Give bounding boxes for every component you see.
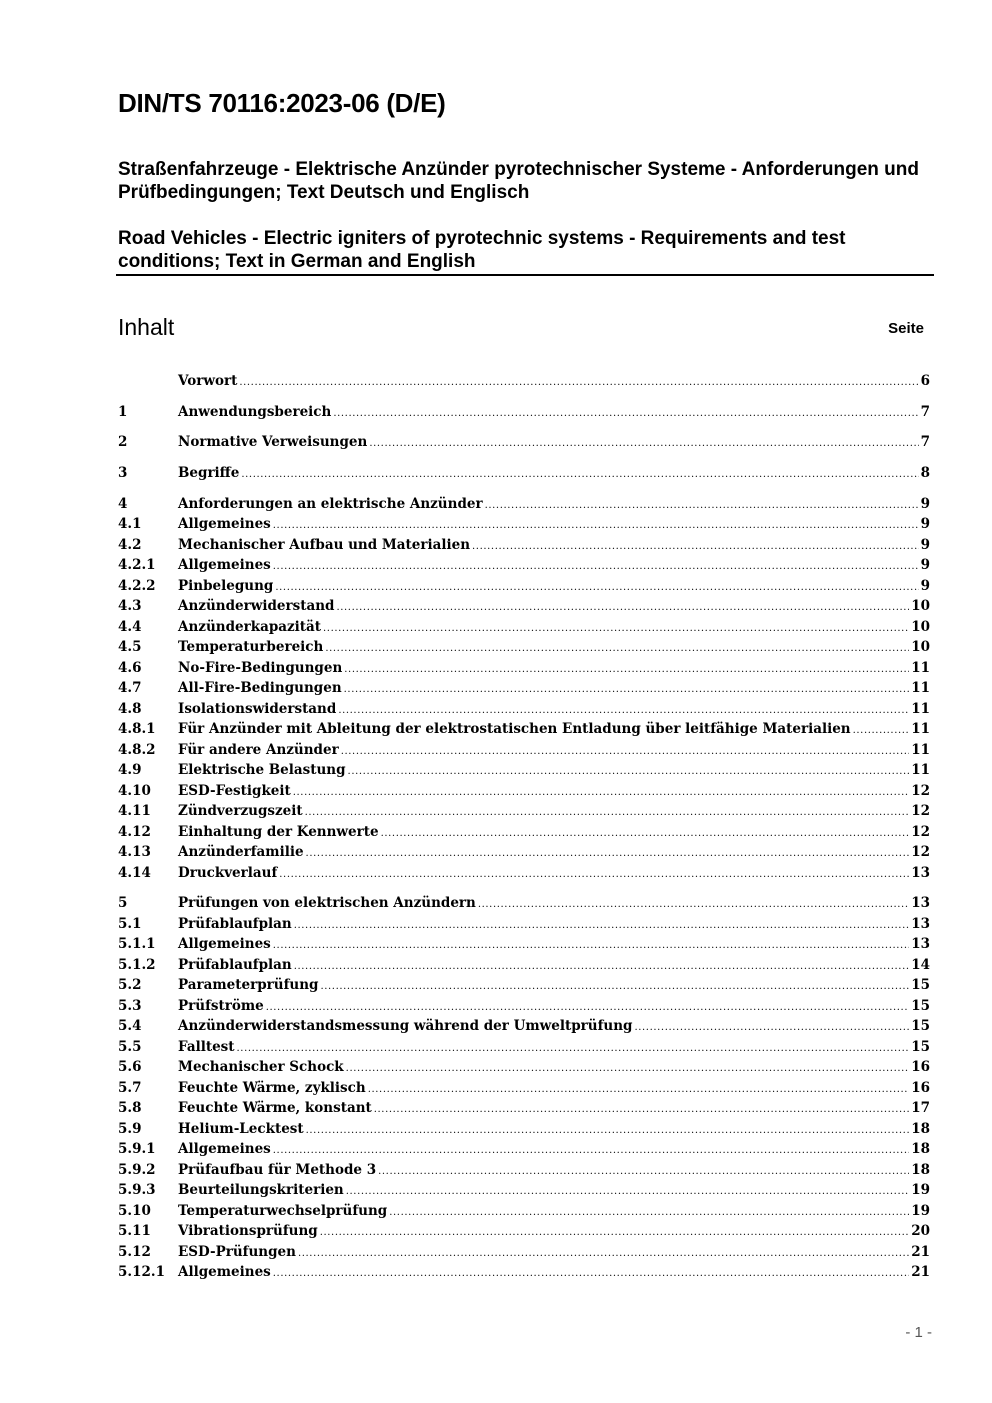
toc-entry[interactable]: [118, 718, 930, 740]
toc-entry-number: 4.13: [118, 844, 151, 860]
toc-entry-title: Allgemeines: [178, 516, 271, 532]
toc-entry-title: Anwendungsbereich: [178, 404, 332, 420]
toc-entry-title: Anzünderwiderstandsmessung während der Umweltprüfung: [178, 1018, 633, 1034]
toc-entry-number: 5.8: [118, 1100, 142, 1116]
toc-dot-leader: [273, 1263, 909, 1285]
toc-entry-number: 5.9.1: [118, 1141, 156, 1157]
toc-entry[interactable]: [118, 1036, 930, 1058]
toc-entry[interactable]: [118, 431, 930, 453]
toc-entry-title: Temperaturwechselprüfung: [178, 1203, 388, 1219]
toc-entry-title: Prüfaufbau für Methode 3: [178, 1162, 377, 1178]
toc-entry[interactable]: [118, 1261, 930, 1283]
toc-entry-page: 15: [911, 1039, 930, 1055]
toc-entry-number: 5.4: [118, 1018, 142, 1034]
toc-entry-number: 4.2: [118, 537, 142, 553]
toc-entry-number: 4.4: [118, 619, 142, 635]
toc-entry[interactable]: [118, 1015, 930, 1037]
toc-entry-number: 5.7: [118, 1080, 142, 1096]
toc-entry-page: 13: [911, 895, 930, 911]
toc-entry[interactable]: [118, 1241, 930, 1263]
toc-entry[interactable]: [118, 575, 930, 597]
toc-entry[interactable]: [118, 462, 930, 484]
toc-entry-title: Beurteilungskriterien: [178, 1182, 344, 1198]
toc-entry-page: 10: [911, 619, 930, 635]
toc-entry[interactable]: [118, 401, 930, 423]
toc-entry-title: Für Anzünder mit Ableitung der elektrostatischen Entladung über leitfähige Materialien: [178, 721, 851, 737]
toc-entry-title: Allgemeines: [178, 1141, 271, 1157]
document-id: DIN/TS 70116:2023-06 (D/E): [118, 88, 446, 118]
toc-entry-title: Temperaturbereich: [178, 639, 324, 655]
toc-entry-title: Anforderungen an elektrische Anzünder: [178, 496, 483, 512]
toc-entry-page: 13: [911, 865, 930, 881]
toc-entry-number: 1: [118, 404, 128, 420]
toc-entry-page: 13: [911, 936, 930, 952]
toc-entry-page: 21: [911, 1264, 930, 1280]
toc-heading: Inhalt: [118, 314, 175, 340]
toc-entry[interactable]: [118, 759, 930, 781]
toc-entry-title: Allgemeines: [178, 936, 271, 952]
toc-entry-page: 19: [911, 1182, 930, 1198]
toc-entry-number: 4.11: [118, 803, 151, 819]
toc-entry-title: Feuchte Wärme, konstant: [178, 1100, 372, 1116]
toc-entry-number: 5.9.3: [118, 1182, 156, 1198]
toc-entry-title: Vibrationsprüfung: [178, 1223, 318, 1239]
toc-entry-page: 9: [920, 537, 930, 553]
toc-entry-page: 15: [911, 998, 930, 1014]
toc-entry-title: Prüfströme: [178, 998, 264, 1014]
toc-entry-number: 4.2.1: [118, 557, 156, 573]
toc-entry[interactable]: [118, 862, 930, 884]
toc-entry[interactable]: [118, 821, 930, 843]
toc-entry-page: 12: [911, 803, 930, 819]
toc-entry[interactable]: [118, 534, 930, 556]
toc-entry[interactable]: [118, 974, 930, 996]
toc-entry[interactable]: [118, 370, 930, 392]
toc-entry-page: 11: [911, 742, 930, 758]
toc-entry[interactable]: [118, 913, 930, 935]
toc-entry-number: 4.12: [118, 824, 151, 840]
toc-entry[interactable]: [118, 616, 930, 638]
toc-entry-title: Normative Verweisungen: [178, 434, 368, 450]
toc-entry-number: 5.9.2: [118, 1162, 156, 1178]
toc-entry-number: 5.11: [118, 1223, 151, 1239]
toc-entry-page: 18: [911, 1141, 930, 1157]
toc-entry[interactable]: [118, 554, 930, 576]
toc-entry-number: 5.5: [118, 1039, 142, 1055]
toc-entry-number: 4.3: [118, 598, 142, 614]
toc-entry[interactable]: [118, 1056, 930, 1078]
toc-entry-page: 14: [911, 957, 930, 973]
toc-entry-number: 4.6: [118, 660, 142, 676]
title-divider: [116, 274, 934, 276]
toc-dot-leader: [279, 864, 909, 886]
toc-entry-page: 16: [911, 1080, 930, 1096]
toc-entry-page: 12: [911, 824, 930, 840]
toc-entry-number: 5.12.1: [118, 1264, 165, 1280]
toc-entry-title: Allgemeines: [178, 557, 271, 573]
toc-dot-leader: [241, 464, 918, 486]
toc-entry-title: Pinbelegung: [178, 578, 274, 594]
toc-entry[interactable]: [118, 933, 930, 955]
toc-entry-number: 4: [118, 496, 128, 512]
toc-entry[interactable]: [118, 636, 930, 658]
toc-entry-number: 5.1.1: [118, 936, 156, 952]
toc-entry-page: 10: [911, 598, 930, 614]
toc-entry-title: Anzünderwiderstand: [178, 598, 335, 614]
toc-entry-page: 9: [920, 578, 930, 594]
toc-entry-title: Begriffe: [178, 465, 240, 481]
toc-entry-number: 3: [118, 465, 128, 481]
toc-entry[interactable]: [118, 800, 930, 822]
toc-entry-title: ESD-Festigkeit: [178, 783, 291, 799]
toc-entry-number: 5.12: [118, 1244, 151, 1260]
toc-entry-number: 4.1: [118, 516, 142, 532]
toc-entry-number: 5.3: [118, 998, 142, 1014]
toc-entry[interactable]: [118, 995, 930, 1017]
toc-entry-page: 21: [911, 1244, 930, 1260]
toc-entry-number: 4.5: [118, 639, 142, 655]
toc-entry-page: 11: [911, 660, 930, 676]
toc-entry-page: 11: [911, 721, 930, 737]
toc-entry-page: 11: [911, 680, 930, 696]
toc-entry-page: 9: [920, 557, 930, 573]
toc-dot-leader: [369, 433, 918, 455]
toc-entry-title: Falltest: [178, 1039, 235, 1055]
toc-entry[interactable]: [118, 1138, 930, 1160]
toc-entry-title: Anzünderkapazität: [178, 619, 322, 635]
toc-entry-page: 9: [920, 496, 930, 512]
toc-entry-number: 4.7: [118, 680, 142, 696]
title-english: Road Vehicles - Electric igniters of pyrotechnic systems - Requirements and test conditions; Text in German and English: [118, 228, 846, 272]
toc-entry-title: Helium-Lecktest: [178, 1121, 304, 1137]
toc-entry-number: 4.2.2: [118, 578, 156, 594]
toc-entry[interactable]: [118, 1159, 930, 1181]
toc-dot-leader: [239, 372, 918, 394]
toc-entry-title: Mechanischer Schock: [178, 1059, 344, 1075]
toc-entry-number: 4.10: [118, 783, 151, 799]
toc-entry[interactable]: [118, 595, 930, 617]
toc-entry-title: Anzünderfamilie: [178, 844, 304, 860]
toc-entry-page: 9: [920, 516, 930, 532]
toc-entry-page: 20: [911, 1223, 930, 1239]
page-number: - 1 -: [905, 1324, 932, 1341]
toc-entry-number: 5.1: [118, 916, 142, 932]
toc-entry-page: 10: [911, 639, 930, 655]
toc-entry-page: 7: [920, 434, 930, 450]
toc-entry-page: 18: [911, 1162, 930, 1178]
toc-entry-number: 2: [118, 434, 128, 450]
toc-entry-title: Für andere Anzünder: [178, 742, 339, 758]
toc-entry[interactable]: [118, 1179, 930, 1201]
toc-entry-number: 5.1.2: [118, 957, 156, 973]
toc-entry-number: 5.9: [118, 1121, 142, 1137]
toc-entry-page: 17: [911, 1100, 930, 1116]
toc-entry-number: 4.8.2: [118, 742, 156, 758]
toc-entry[interactable]: [118, 677, 930, 699]
toc-entry-title: Zündverzugszeit: [178, 803, 303, 819]
toc-dot-leader: [333, 403, 918, 425]
toc-entry-page: 11: [911, 762, 930, 778]
toc-entry-page: 13: [911, 916, 930, 932]
toc-entry-number: 5.6: [118, 1059, 142, 1075]
toc-entry-page: 11: [911, 701, 930, 717]
toc-entry-title: Einhaltung der Kennwerte: [178, 824, 379, 840]
toc-entry-page: 15: [911, 977, 930, 993]
toc-entry[interactable]: [118, 1118, 930, 1140]
toc-entry-title: Prüfablaufplan: [178, 957, 292, 973]
toc-entry[interactable]: [118, 493, 930, 515]
toc-entry-title: ESD-Prüfungen: [178, 1244, 296, 1260]
toc-entry[interactable]: [118, 657, 930, 679]
toc-entry[interactable]: [118, 1220, 930, 1242]
toc-entry-title: Elektrische Belastung: [178, 762, 346, 778]
toc-entry[interactable]: [118, 1097, 930, 1119]
toc-entry-page: 12: [911, 844, 930, 860]
toc-entry-title: Prüfablaufplan: [178, 916, 292, 932]
toc-entry-page: 6: [920, 373, 930, 389]
toc-entry-title: Isolationswiderstand: [178, 701, 337, 717]
toc-entry-number: 5.2: [118, 977, 142, 993]
toc-entry-page: 15: [911, 1018, 930, 1034]
toc-entry-number: 4.8: [118, 701, 142, 717]
toc-entry-title: All-Fire-Bedingungen: [178, 680, 342, 696]
toc-entry-title: Mechanischer Aufbau und Materialien: [178, 537, 471, 553]
toc-entry[interactable]: [118, 780, 930, 802]
toc-entry-title: Allgemeines: [178, 1264, 271, 1280]
toc-entry-title: Vorwort: [178, 373, 238, 389]
toc-entry[interactable]: [118, 892, 930, 914]
toc-entry-number: 4.9: [118, 762, 142, 778]
toc-entry-page: 12: [911, 783, 930, 799]
toc-entry-number: 4.8.1: [118, 721, 156, 737]
toc-entry[interactable]: [118, 1200, 930, 1222]
title-german: Straßenfahrzeuge - Elektrische Anzünder pyrotechnischer Systeme - Anforderungen und Prüfbedingungen; Text Deutsch und Englisch: [118, 159, 919, 203]
toc-entry-title: Feuchte Wärme, zyklisch: [178, 1080, 366, 1096]
toc-entry-number: 5: [118, 895, 128, 911]
toc-entry-title: Prüfungen von elektrischen Anzündern: [178, 895, 476, 911]
toc-entry-title: No-Fire-Bedingungen: [178, 660, 343, 676]
toc-entry-page: 19: [911, 1203, 930, 1219]
toc-entry-title: Druckverlauf: [178, 865, 278, 881]
toc-entry[interactable]: [118, 1077, 930, 1099]
toc-entry-number: 4.14: [118, 865, 151, 881]
toc-entry-title: Parameterprüfung: [178, 977, 319, 993]
toc-entry-page: 18: [911, 1121, 930, 1137]
toc-entry[interactable]: [118, 739, 930, 761]
toc-entry-page: 8: [920, 465, 930, 481]
toc-entry[interactable]: [118, 841, 930, 863]
toc-entry[interactable]: [118, 513, 930, 535]
toc-page-label: Seite: [888, 320, 924, 337]
toc-entry-number: 5.10: [118, 1203, 151, 1219]
toc-entry-page: 16: [911, 1059, 930, 1075]
toc-entry[interactable]: [118, 698, 930, 720]
toc-entry[interactable]: [118, 954, 930, 976]
toc-entry-page: 7: [920, 404, 930, 420]
